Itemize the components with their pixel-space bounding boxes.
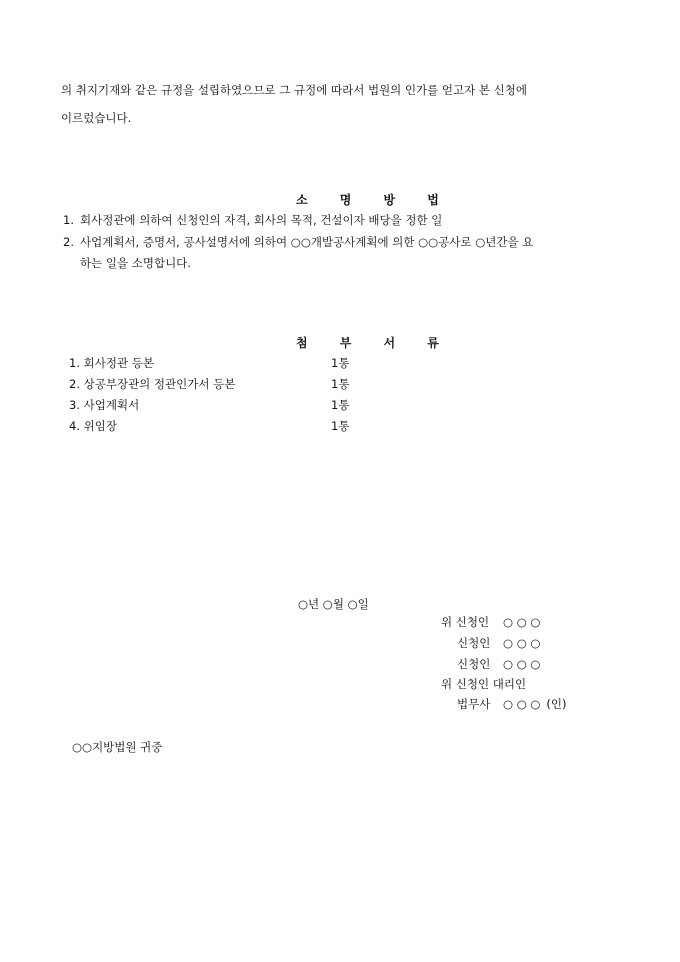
applicant-name-mark: ○ ○ ○ (503, 615, 541, 629)
proof-item-2-text: 사업계획서, 증명서, 공사설명서에 의하여 ○○개발공사계획에 의한 ○○공사로 ○년간을 요 (80, 235, 534, 249)
attachment-row (69, 418, 369, 438)
applicant-label: 신청인 (457, 636, 491, 650)
proof-item-2-cont: 하는 일을 소명합니다. (80, 256, 191, 270)
attachment-label: 3. 사업계획서 (69, 398, 140, 412)
seal-mark: (인) (546, 697, 567, 711)
attachment-row (69, 397, 369, 417)
court-addressee: ○○지방법원 귀중 (72, 740, 163, 754)
intro-line-1: 의 취지기재와 같은 규정을 설립하였으므로 그 규정에 따라서 법원의 인가를 얻고자 본 신청에 (61, 83, 528, 97)
proof-item-1 (63, 212, 442, 228)
document-date: ○년 ○월 ○일 (298, 597, 369, 611)
applicant-label: 위 신청인 (441, 615, 490, 629)
attachment-count: 1통 (331, 356, 350, 370)
attachment-count: 1통 (331, 377, 350, 391)
attachments-list (69, 355, 369, 445)
agent-label: 위 신청인 대리인 (441, 677, 527, 691)
attachments-title: 첨 부 서 류 (296, 336, 453, 350)
agent-signature (457, 696, 567, 712)
proof-item-2-num: 2. (63, 235, 74, 249)
applicant-name-mark: ○ ○ ○ (503, 636, 541, 650)
applicant-label: 신청인 (457, 657, 491, 671)
proof-method-title: 소 명 방 법 (296, 193, 453, 207)
applicant-name-mark: ○ ○ ○ (503, 657, 541, 671)
agent-name-mark: ○ ○ ○ (503, 697, 541, 711)
agent-title: 법무사 (457, 697, 491, 711)
proof-item-1-text: 회사정관에 의하여 신청인의 자격, 회사의 목적, 건설이자 배당을 정한 일 (80, 213, 443, 227)
attachment-label: 1. 회사정관 등본 (69, 356, 154, 370)
attachment-row (69, 376, 369, 396)
proof-item-1-num: 1. (63, 213, 74, 227)
attachment-row (69, 355, 369, 375)
proof-item-2 (63, 232, 623, 274)
applicant-signature-2 (457, 635, 540, 651)
intro-paragraph (61, 76, 626, 132)
applicant-signature-3 (457, 656, 540, 672)
attachment-label: 2. 상공부장관의 정관인가서 등본 (69, 377, 236, 391)
attachment-count: 1통 (331, 419, 350, 433)
intro-line-2: 이르렀습니다. (61, 111, 132, 125)
attachment-count: 1통 (331, 398, 350, 412)
attachment-label: 4. 위임장 (69, 419, 117, 433)
applicant-signature-1 (441, 614, 540, 630)
